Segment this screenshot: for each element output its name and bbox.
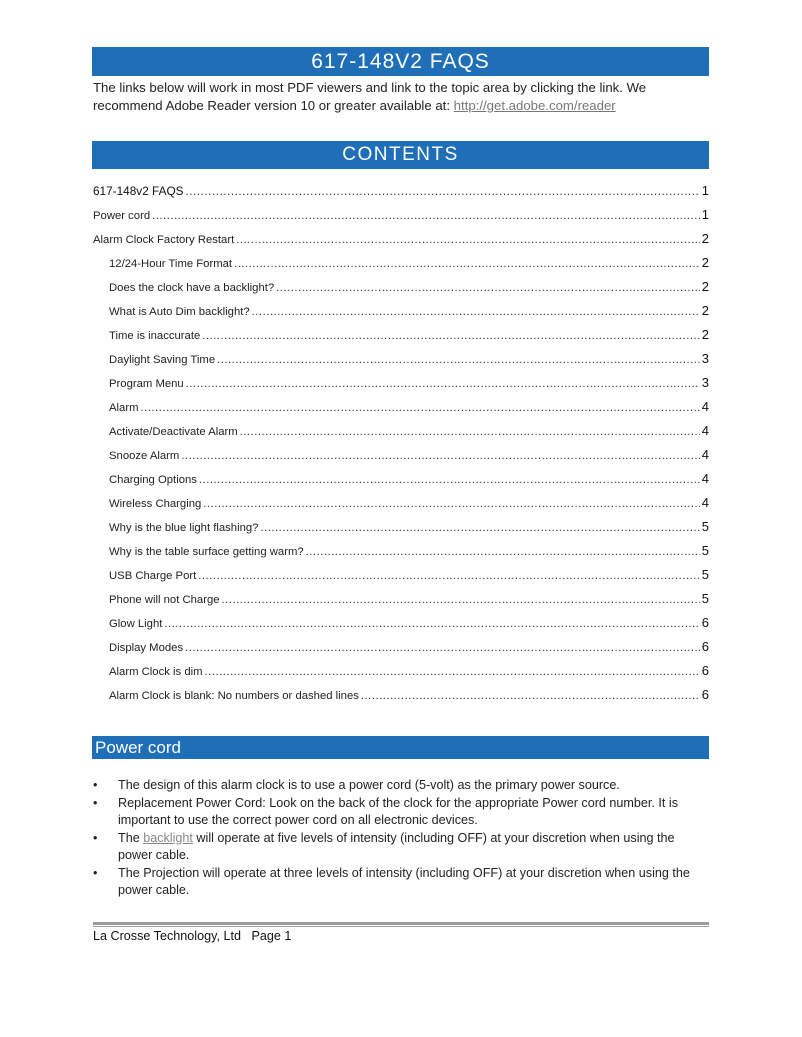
intro-paragraph <box>93 79 713 115</box>
toc-entry-title[interactable]: Why is the table surface getting warm? <box>109 546 304 558</box>
toc-entry-page[interactable]: 3 <box>701 351 709 366</box>
toc-entry-page[interactable]: 4 <box>701 471 709 486</box>
toc-leader <box>306 546 700 558</box>
toc-entry-page[interactable]: 4 <box>701 423 709 438</box>
toc-entry[interactable] <box>93 591 709 615</box>
toc-leader <box>236 234 700 246</box>
toc-leader <box>361 690 700 702</box>
backlight-link[interactable]: backlight <box>143 831 193 845</box>
toc-entry-page[interactable]: 4 <box>701 447 709 462</box>
toc-entry-title[interactable]: Alarm <box>109 402 139 414</box>
toc-entry-title[interactable]: Time is inaccurate <box>109 330 201 342</box>
toc-entry-title[interactable]: Program Menu <box>109 378 184 390</box>
toc-entry-title[interactable]: Does the clock have a backlight? <box>109 282 275 294</box>
toc-entry-title[interactable]: Daylight Saving Time <box>109 354 216 366</box>
list-item: • The Projection will operate at three levels of intensity (including OFF) at your discretion when using the power cable. <box>93 865 709 899</box>
toc-entry[interactable] <box>93 183 709 207</box>
list-item <box>93 830 709 864</box>
toc-entry-page[interactable]: 2 <box>701 255 709 270</box>
toc-leader <box>198 570 699 582</box>
toc-entry[interactable] <box>93 279 709 303</box>
toc-entry-page[interactable]: 5 <box>701 543 709 558</box>
toc-leader <box>260 522 699 534</box>
toc-entry[interactable] <box>93 399 709 423</box>
toc-entry-title[interactable]: Activate/Deactivate Alarm <box>109 426 238 438</box>
toc-entry-page[interactable]: 3 <box>701 375 709 390</box>
toc-leader <box>234 258 700 270</box>
toc-entry[interactable] <box>93 567 709 591</box>
toc-entry[interactable] <box>93 447 709 471</box>
toc-leader <box>203 498 699 510</box>
bullet-text: The <box>118 831 144 845</box>
adobe-reader-link[interactable]: http://get.adobe.com/reader <box>453 98 616 113</box>
page-title: 617-148V2 FAQS <box>92 47 709 76</box>
toc-entry[interactable] <box>93 327 709 351</box>
footer-divider <box>93 926 709 927</box>
toc-entry-title[interactable]: Why is the blue light flashing? <box>109 522 259 534</box>
toc-entry[interactable] <box>93 687 709 711</box>
toc-entry[interactable] <box>93 351 709 375</box>
toc-entry-page[interactable]: 6 <box>701 663 709 678</box>
power-cord-heading: Power cord <box>92 736 709 759</box>
toc-entry-page[interactable]: 6 <box>701 615 709 630</box>
toc-entry-page[interactable]: 4 <box>701 399 709 414</box>
toc-entry[interactable] <box>93 519 709 543</box>
toc-entry-title[interactable]: Phone will not Charge <box>109 594 220 606</box>
toc-entry-title[interactable]: Wireless Charging <box>109 498 202 510</box>
toc-leader <box>276 282 700 294</box>
toc-entry-page[interactable]: 2 <box>701 279 709 294</box>
toc-entry-title[interactable]: Alarm Clock Factory Restart <box>93 234 235 246</box>
toc-entry[interactable] <box>93 255 709 279</box>
toc-leader <box>205 666 700 678</box>
toc-entry[interactable] <box>93 231 709 255</box>
toc-entry[interactable] <box>93 375 709 399</box>
footer-divider <box>93 922 709 925</box>
table-of-contents <box>93 183 709 711</box>
toc-entry-title[interactable]: 12/24-Hour Time Format <box>109 258 233 270</box>
toc-leader <box>164 618 699 630</box>
toc-entry-page[interactable]: 2 <box>701 327 709 342</box>
toc-entry-title[interactable]: USB Charge Port <box>109 570 197 582</box>
page-footer: La Crosse Technology, Ltd Page 1 <box>93 929 292 943</box>
toc-entry-page[interactable]: 4 <box>701 495 709 510</box>
toc-entry-page[interactable]: 5 <box>701 519 709 534</box>
toc-leader <box>202 330 700 342</box>
toc-entry-page[interactable]: 1 <box>701 183 709 198</box>
toc-entry-page[interactable]: 2 <box>701 303 709 318</box>
toc-entry-title[interactable]: Alarm Clock is dim <box>109 666 203 678</box>
toc-leader <box>252 306 700 318</box>
toc-leader <box>199 474 700 486</box>
contents-heading: CONTENTS <box>92 141 709 169</box>
toc-leader <box>217 354 700 366</box>
toc-entry-page[interactable]: 6 <box>701 687 709 702</box>
toc-entry[interactable] <box>93 207 709 231</box>
toc-leader <box>181 450 699 462</box>
toc-entry-title[interactable]: What is Auto Dim backlight? <box>109 306 250 318</box>
toc-entry-page[interactable]: 5 <box>701 591 709 606</box>
toc-entry[interactable] <box>93 639 709 663</box>
toc-entry[interactable] <box>93 615 709 639</box>
bullet-text: will operate at five levels of intensity (including OFF) at your discretion when using the power cable. <box>118 831 675 862</box>
intro-text: The links below will work in most PDF viewers and link to the topic area by clicking the link. We recommend Adobe Reader version 10 or greater available at: <box>93 80 647 113</box>
toc-entry[interactable] <box>93 543 709 567</box>
toc-leader <box>186 184 700 198</box>
toc-entry-page[interactable]: 5 <box>701 567 709 582</box>
list-item: • The design of this alarm clock is to use a power cord (5-volt) as the primary power source. <box>93 777 709 794</box>
toc-entry-title[interactable]: Snooze Alarm <box>109 450 180 462</box>
toc-entry-title[interactable]: Alarm Clock is blank: No numbers or dashed lines <box>109 690 359 702</box>
toc-entry-title[interactable]: Charging Options <box>109 474 197 486</box>
toc-entry[interactable] <box>93 663 709 687</box>
toc-entry[interactable] <box>93 423 709 447</box>
toc-leader <box>152 210 700 222</box>
toc-entry-page[interactable]: 1 <box>701 207 709 222</box>
toc-entry-title[interactable]: Power cord <box>93 210 151 222</box>
toc-entry-page[interactable]: 2 <box>701 231 709 246</box>
toc-entry-title[interactable]: Display Modes <box>109 642 184 654</box>
toc-entry-title[interactable]: 617-148v2 FAQS <box>93 184 184 198</box>
toc-entry[interactable] <box>93 303 709 327</box>
toc-entry-title[interactable]: Glow Light <box>109 618 163 630</box>
toc-entry[interactable] <box>93 471 709 495</box>
toc-leader <box>185 642 700 654</box>
toc-leader <box>186 378 700 390</box>
power-cord-list <box>93 777 709 900</box>
toc-entry[interactable] <box>93 495 709 519</box>
list-item: • Replacement Power Cord: Look on the back of the clock for the appropriate Power cord number. It is important to use the correct power cord on all electronic devices. <box>93 795 709 829</box>
toc-leader <box>222 594 700 606</box>
toc-entry-page[interactable]: 6 <box>701 639 709 654</box>
toc-leader <box>240 426 700 438</box>
toc-leader <box>141 402 700 414</box>
